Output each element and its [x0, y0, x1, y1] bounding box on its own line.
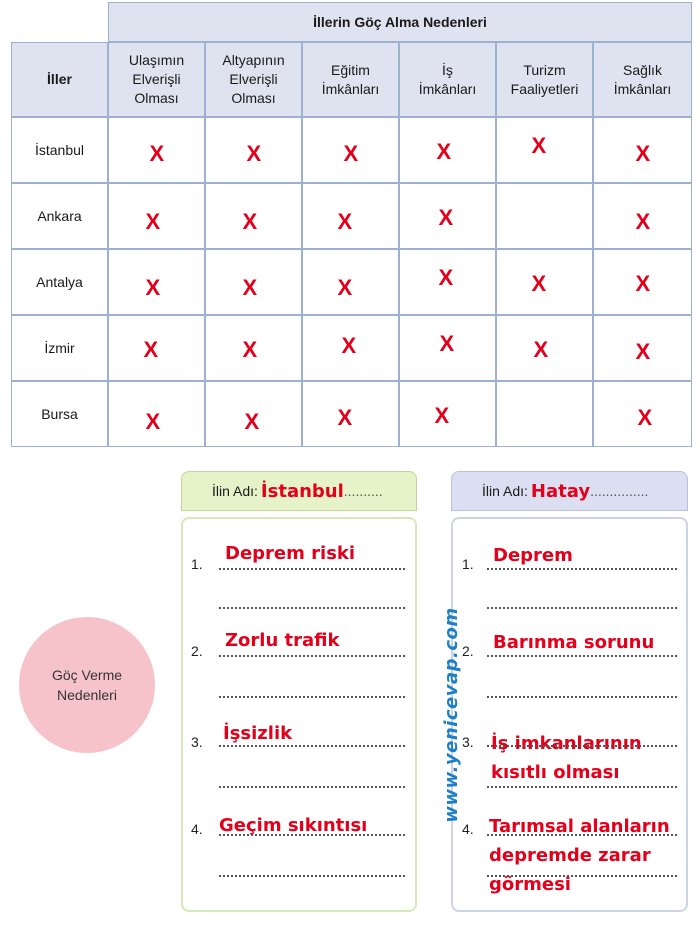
handwritten-answer: Tarımsal alanların depremde zarar görmesi: [489, 816, 670, 895]
checkmark-x: X: [143, 337, 159, 362]
checkmark-x: X: [635, 339, 651, 364]
table-cell: [399, 183, 496, 249]
handwritten-answer: İşsizlik: [223, 723, 293, 744]
checkmark-x: X: [637, 405, 653, 430]
checkmark-x: X: [149, 141, 165, 166]
table-cell: [302, 249, 399, 315]
table-cell: [399, 381, 496, 447]
right-reasons-panel: [451, 517, 688, 912]
table-cell: [302, 117, 399, 183]
checkmark-x: X: [635, 141, 651, 166]
checkmark-x: X: [635, 209, 651, 234]
item-number: 3.: [191, 734, 203, 750]
migration-reasons-table: [0, 0, 700, 447]
handwritten-answer: Deprem riski: [225, 543, 356, 564]
dotted-answer-line: [487, 745, 677, 747]
item-number: 3.: [462, 734, 474, 750]
table-cell: [205, 381, 302, 447]
dotted-answer-line: [219, 696, 405, 698]
handwritten-answer: Barınma sorunu: [493, 632, 655, 653]
checkmark-x: X: [145, 409, 161, 434]
table-cell: [108, 117, 205, 183]
dotted-answer-line: [219, 607, 405, 609]
checkmark-x: X: [438, 265, 454, 290]
handwritten-answer: İş imkanlarının kısıtlı olması: [491, 733, 642, 783]
item-number: 4.: [191, 821, 203, 837]
dotted-answer-line: [219, 834, 405, 836]
table-title: İllerin Göç Alma Nedenleri: [108, 2, 692, 42]
city-name-dots: ..........: [343, 483, 383, 499]
dotted-answer-line: [487, 568, 677, 570]
item-number: 2.: [462, 643, 474, 659]
checkmark-x: X: [242, 209, 258, 234]
table-cell: [496, 315, 593, 381]
handwritten-answer: Deprem: [493, 545, 573, 566]
checkmark-x: X: [343, 141, 359, 166]
table-cell: [593, 249, 692, 315]
checkmark-x: X: [145, 275, 161, 300]
table-cell: [205, 315, 302, 381]
table-cell: [108, 183, 205, 249]
row-city-name: Bursa: [11, 381, 108, 447]
handwritten-answer: Zorlu trafik: [225, 630, 340, 651]
item-number: 2.: [191, 643, 203, 659]
checkmark-x: X: [337, 405, 353, 430]
handwritten-answer: Geçim sıkıntısı: [219, 815, 368, 836]
city-name-label: İlin Adı:: [482, 483, 528, 499]
row-city-name: Antalya: [11, 249, 108, 315]
checkmark-x: X: [439, 331, 455, 356]
checkmark-x: X: [635, 271, 651, 296]
header-reason-6: Sağlık İmkânları: [593, 42, 692, 117]
header-reason-4: İş İmkânları: [399, 42, 496, 117]
table-cell: [593, 117, 692, 183]
header-reason-2: Altyapının Elverişli Olması: [205, 42, 302, 117]
city-name-label: İlin Adı:: [212, 483, 258, 499]
dotted-answer-line: [219, 655, 405, 657]
table-cell: [302, 381, 399, 447]
table-cell: [205, 117, 302, 183]
row-city-name: İzmir: [11, 315, 108, 381]
row-city-name: Ankara: [11, 183, 108, 249]
header-reason-5: Turizm Faaliyetleri: [496, 42, 593, 117]
checkmark-x: X: [533, 337, 549, 362]
checkmark-x: X: [531, 271, 547, 296]
table-cell: [205, 249, 302, 315]
checkmark-x: X: [341, 333, 357, 358]
checkmark-x: X: [434, 403, 450, 428]
checkmark-x: X: [246, 141, 262, 166]
dotted-answer-line: [219, 875, 405, 877]
city-name-dots: ...............: [590, 483, 649, 499]
header-cities: İller: [11, 42, 108, 117]
row-city-name: İstanbul: [11, 117, 108, 183]
checkmark-x: X: [438, 205, 454, 230]
dotted-answer-line: [487, 607, 677, 609]
dotted-answer-line: [487, 786, 677, 788]
table-cell: [108, 315, 205, 381]
dotted-answer-line: [219, 568, 405, 570]
table-cell: [205, 183, 302, 249]
checkmark-x: X: [436, 139, 452, 164]
table-cell: [593, 315, 692, 381]
left-city-name-tab: [181, 471, 417, 511]
checkmark-x: X: [337, 209, 353, 234]
dotted-answer-line: [219, 786, 405, 788]
checkmark-x: X: [244, 409, 260, 434]
table-cell: [593, 183, 692, 249]
dotted-answer-line: [487, 696, 677, 698]
table-cell: [399, 117, 496, 183]
checkmark-x: X: [242, 275, 258, 300]
table-cell: [108, 381, 205, 447]
right-city-name-tab: [451, 471, 688, 511]
header-reason-1: Ulaşımın Elverişli Olması: [108, 42, 205, 117]
item-number: 1.: [462, 556, 474, 572]
emigration-reasons-label: Göç Verme Nedenleri: [19, 617, 155, 753]
checkmark-x: X: [242, 337, 258, 362]
table-cell: [496, 249, 593, 315]
table-cell: [108, 249, 205, 315]
table-cell: [496, 183, 593, 249]
table-cell: [496, 117, 593, 183]
checkmark-x: X: [531, 133, 547, 158]
dotted-answer-line: [219, 745, 405, 747]
item-number: 4.: [462, 821, 474, 837]
dotted-answer-line: [487, 875, 677, 877]
table-cell: [302, 315, 399, 381]
left-reasons-panel: [181, 517, 417, 912]
item-number: 1.: [191, 556, 203, 572]
table-cell: [302, 183, 399, 249]
table-cell: [496, 381, 593, 447]
table-cell: [399, 249, 496, 315]
city-name-value: İstanbul: [260, 480, 344, 502]
checkmark-x: X: [337, 275, 353, 300]
table-cell: [399, 315, 496, 381]
table-cell: [593, 381, 692, 447]
dotted-answer-line: [487, 834, 677, 836]
dotted-answer-line: [487, 655, 677, 657]
header-reason-3: Eğitim İmkânları: [302, 42, 399, 117]
city-name-value: Hatay: [530, 480, 591, 502]
checkmark-x: X: [145, 209, 161, 234]
watermark-text: www.yenicevap.com: [441, 607, 462, 823]
